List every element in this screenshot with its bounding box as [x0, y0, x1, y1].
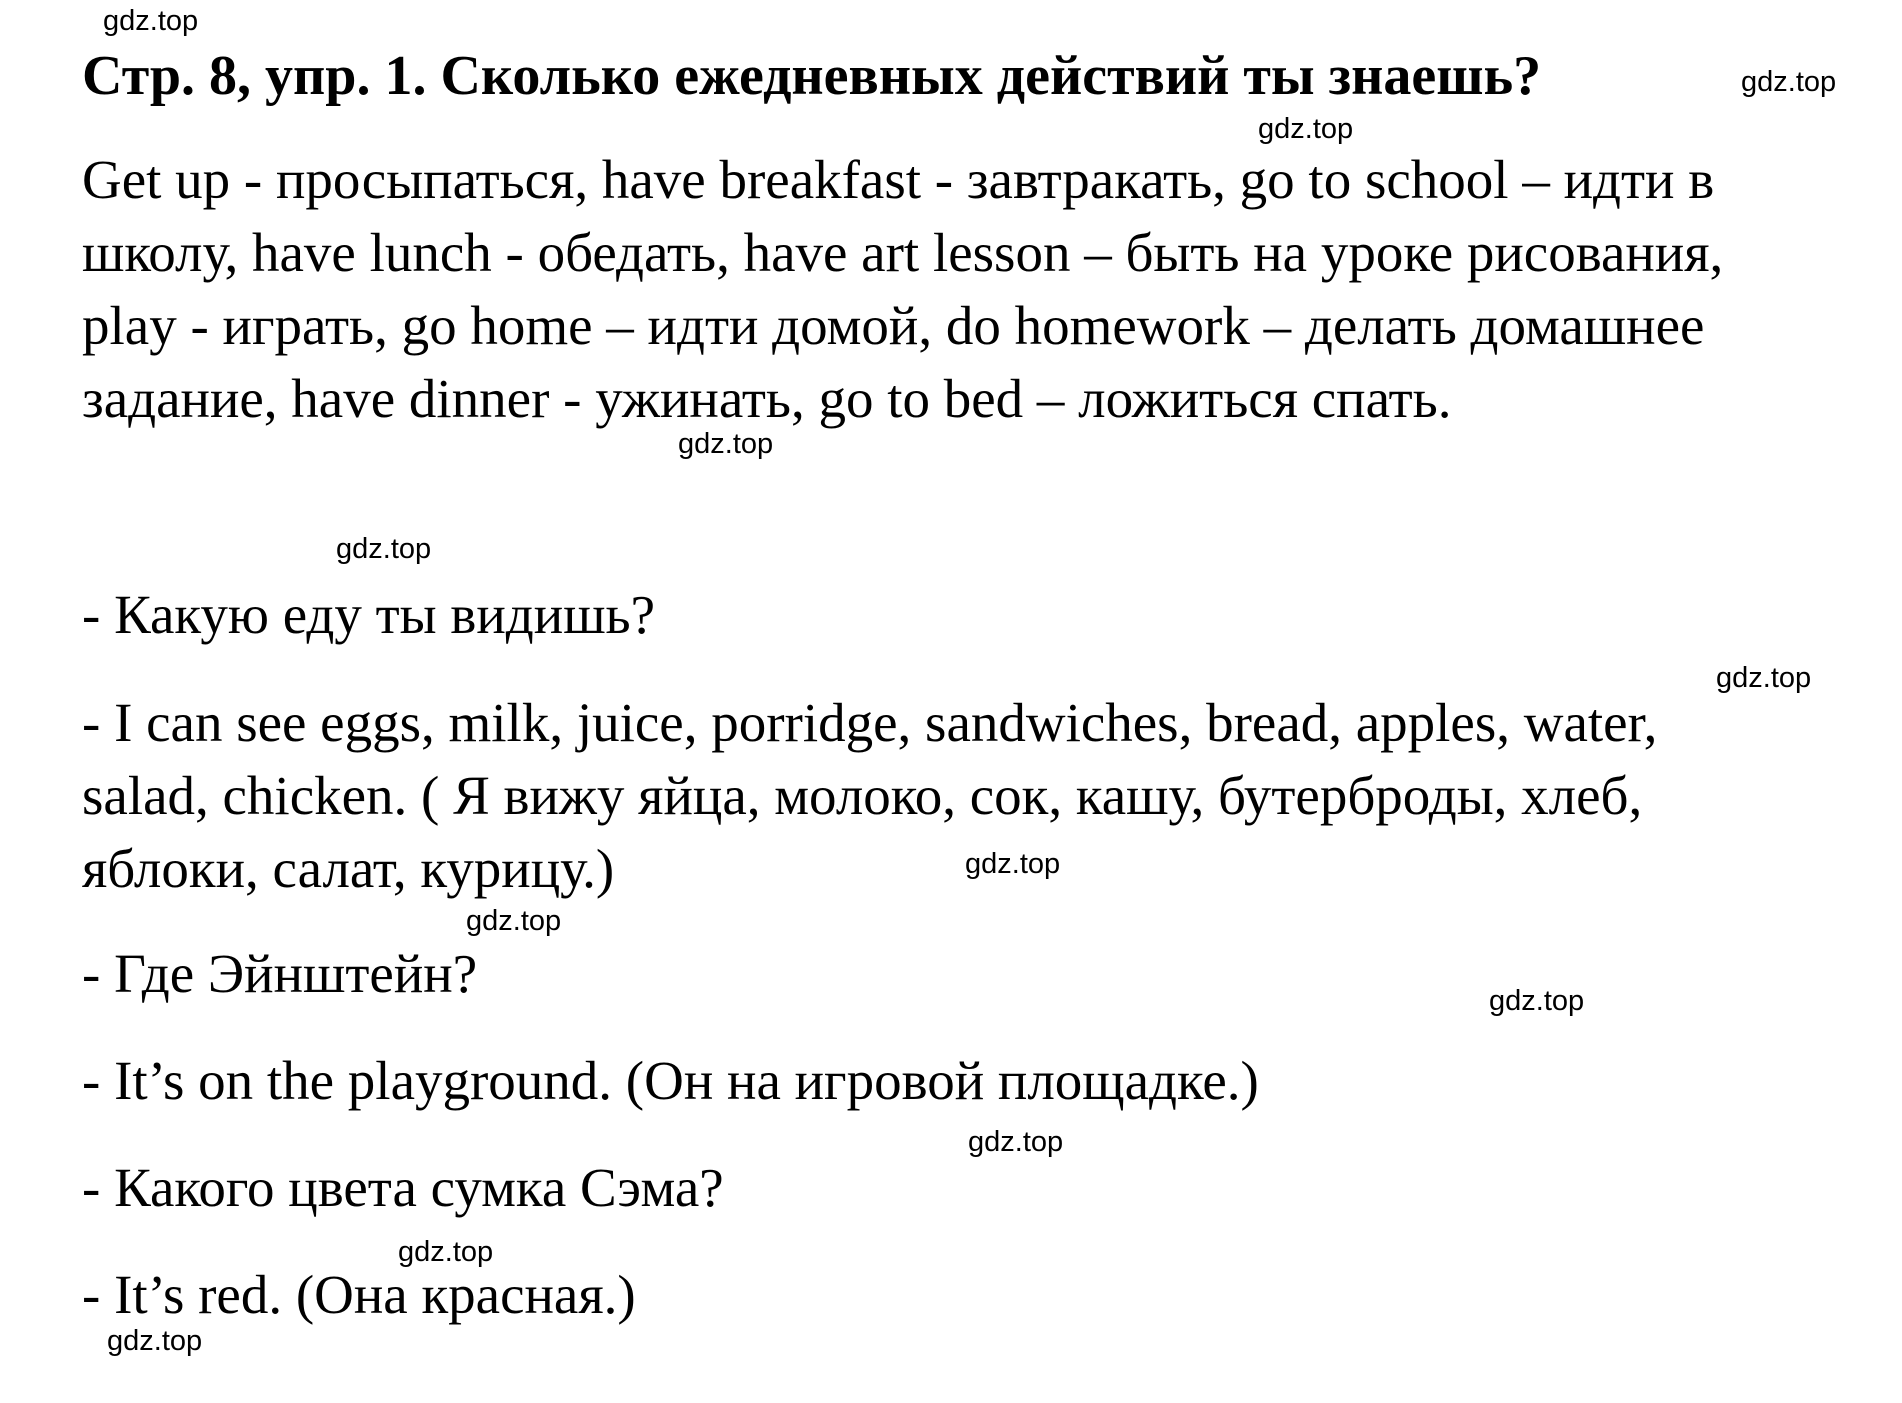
answer-bag-color: - It’s red. (Она красная.): [82, 1264, 636, 1325]
answer-einstein: - It’s on the playground. (Он на игровой площадке.): [82, 1050, 1259, 1111]
watermark-text: gdz.top: [103, 5, 199, 37]
watermark-text: gdz.top: [1489, 985, 1585, 1017]
watermark-text: gdz.top: [1741, 66, 1837, 98]
watermark-text: gdz.top: [968, 1126, 1064, 1158]
paragraph-line: задание, have dinner - ужинать, go to bed – ложиться спать.: [82, 368, 1452, 429]
answer-line: - I can see eggs, milk, juice, porridge, sandwiches, bread, apples, water,: [82, 692, 1658, 753]
question-bag-color: - Какого цвета сумка Сэма?: [82, 1157, 724, 1218]
paragraph-line: Get up - просыпаться, have breakfast - завтракать, go to school – идти в: [82, 149, 1715, 210]
watermark-text: gdz.top: [965, 848, 1061, 880]
watermark-text: gdz.top: [678, 428, 774, 460]
watermark-text: gdz.top: [398, 1236, 494, 1268]
exercise-title: Стр. 8, упр. 1. Сколько ежедневных действий ты знаешь?: [82, 45, 1542, 107]
question-einstein: - Где Эйнштейн?: [82, 943, 478, 1004]
watermark-text: gdz.top: [466, 905, 562, 937]
answer-food: [82, 686, 1657, 905]
question-food: - Какую еду ты видишь?: [82, 584, 656, 645]
paragraph-line: школу, have lunch - обедать, have art lesson – быть на уроке рисования,: [82, 222, 1724, 283]
watermark-text: gdz.top: [1258, 113, 1354, 145]
answer-line: яблоки, салат, курицу.): [82, 838, 615, 899]
paragraph-line: play - играть, go home – идти домой, do homework – делать домашнее: [82, 295, 1705, 356]
watermark-text: gdz.top: [336, 533, 432, 565]
watermark-text: gdz.top: [107, 1325, 203, 1357]
daily-actions-paragraph: [82, 143, 1882, 435]
watermark-text: gdz.top: [1716, 662, 1812, 694]
answer-line: salad, chicken. ( Я вижу яйца, молоко, сок, кашу, бутерброды, хлеб,: [82, 765, 1643, 826]
